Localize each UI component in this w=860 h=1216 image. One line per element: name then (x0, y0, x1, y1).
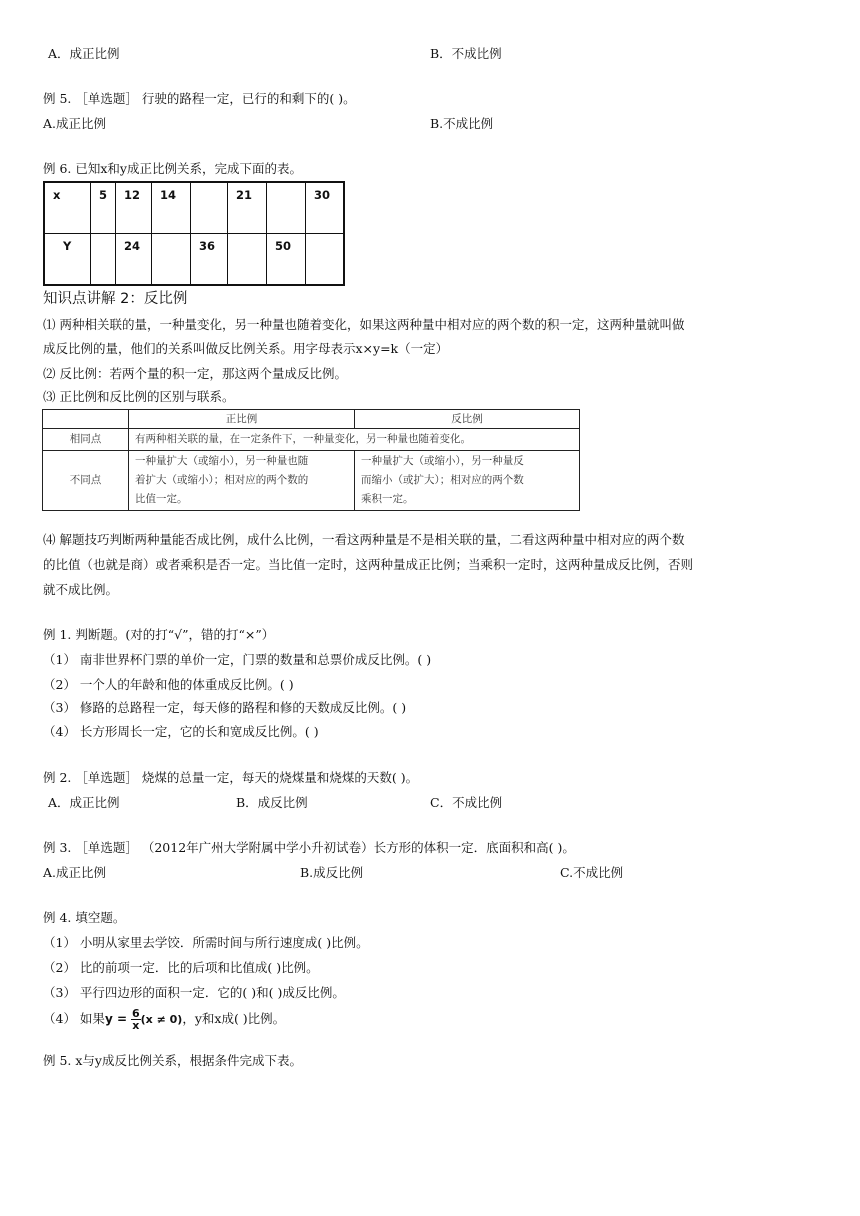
table-cell: 24 (116, 234, 152, 286)
table-cell (228, 234, 267, 286)
diff-label: 不同点 (43, 451, 129, 511)
paragraph: ⑷ 解题技巧判断两种量能否成比例，成什么比例，一看这两种量是不是相关联的量，二看这两种量中相对应的两个数 (43, 532, 685, 547)
list-item: （2） 比的前项一定．比的后项和比值成( )比例。 (43, 960, 319, 975)
table-cell: x (44, 182, 91, 234)
table-cell: Y (44, 234, 91, 286)
paragraph: ⑵ 反比例：若两个量的积一定，那这两个量成反比例。 (43, 366, 347, 381)
table-cell: 36 (191, 234, 228, 286)
cell-line: 而缩小（或扩大）；相对应的两个数 (361, 474, 524, 486)
table-row (43, 451, 580, 511)
question-stem: 例 2. ［单选题］ 烧煤的总量一定，每天的烧煤量和烧煤的天数( )。 (43, 770, 419, 785)
question-stem: 例 1. 判断题。(对的打“√”，错的打“×”） (43, 627, 275, 642)
table-row (43, 410, 580, 429)
table-row-y (44, 234, 344, 286)
table-cell: 21 (228, 182, 267, 234)
table-cell (91, 234, 116, 286)
cell-line: 着扩大（或缩小）；相对应的两个数的 (135, 474, 309, 486)
item-prefix: （4） 如果 (43, 1011, 105, 1026)
table-cell (152, 234, 191, 286)
table-row (43, 429, 580, 451)
diff-fan (355, 451, 580, 511)
same-label: 相同点 (43, 429, 129, 451)
option-a: A.成正比例 (43, 116, 107, 131)
table-cell (267, 182, 306, 234)
table-cell: 5 (91, 182, 116, 234)
cell-line: 一种量扩大（或缩小），另一种量也随 (135, 455, 309, 467)
fraction-denominator: x (132, 1019, 140, 1032)
table-cell: 14 (152, 182, 191, 234)
option-b: B．不成比例 (430, 46, 502, 61)
paragraph: ⑶ 正比例和反比例的区别与联系。 (43, 389, 235, 404)
question-stem: 例 4. 填空题。 (43, 910, 126, 925)
diff-zheng (129, 451, 355, 511)
proportion-table (43, 181, 345, 286)
list-item: （1） 小明从家里去学饺．所需时间与所行速度成( )比例。 (43, 935, 369, 950)
comparison-table (42, 409, 580, 511)
table-header-fan: 反比例 (355, 410, 580, 429)
list-item: （4） 长方形周长一定，它的长和宽成反比例。( ) (43, 724, 319, 739)
option-a: A．成正比例 (48, 795, 120, 810)
table-cell (43, 410, 129, 429)
paragraph: 就不成比例。 (43, 582, 119, 597)
fraction-numerator: 6 (131, 1007, 140, 1020)
list-item: （1） 南非世界杯门票的单价一定，门票的数量和总票价成反比例。( ) (43, 652, 432, 667)
option-b: B.不成比例 (430, 116, 494, 131)
table-cell: 12 (116, 182, 152, 234)
question-stem: 例 5. x与y成反比例关系，根据条件完成下表。 (43, 1053, 302, 1068)
option-c: C.不成比例 (560, 865, 624, 880)
option-b: B.成反比例 (300, 865, 364, 880)
item-suffix: ，y和x成( )比例。 (182, 1011, 286, 1026)
cell-line: 乘积一定。 (361, 493, 414, 505)
list-item: （3） 修路的总路程一定，每天修的路程和修的天数成反比例。( ) (43, 700, 407, 715)
paragraph: 的比值（也就是商）或者乘积是否一定。当比值一定时，这两种量成正比例；当乘积一定时，这两种量成反比例，否则 (43, 557, 694, 572)
table-row-x (44, 182, 344, 234)
table-cell: 30 (306, 182, 345, 234)
formula-y: y = (104, 1012, 127, 1026)
option-b: B．成反比例 (236, 795, 308, 810)
paragraph: ⑴ 两种相关联的量，一种量变化，另一种量也随着变化，如果这两种量中相对应的两个数的积一定，这两种量就叫做 (43, 317, 685, 332)
table-cell (191, 182, 228, 234)
option-a: A.成正比例 (43, 865, 107, 880)
question-stem: 例 3. ［单选题］ （2012年广州大学附属中学小升初试卷）长方形的体积一定．底面积和高( )。 (43, 840, 575, 855)
table-header-zheng: 正比例 (129, 410, 355, 429)
list-item: （3） 平行四边形的面积一定．它的( )和( )成反比例。 (43, 985, 345, 1000)
cell-line: 一种量扩大（或缩小），另一种量反 (361, 455, 524, 467)
table-cell: 50 (267, 234, 306, 286)
formula-condition: (x ≠ 0) (140, 1013, 183, 1026)
same-text: 有两种相关联的量，在一定条件下，一种量变化，另一种量也随着变化。 (129, 429, 580, 451)
list-item (43, 1004, 285, 1035)
paragraph: 成反比例的量，他们的关系叫做反比例关系。用字母表示x×y=k（一定） (43, 341, 449, 356)
question-stem: 例 5. ［单选题］ 行驶的路程一定，已行的和剩下的( )。 (43, 91, 356, 106)
section-title: 知识点讲解 2：反比例 (43, 291, 188, 307)
option-c: C．不成比例 (430, 795, 503, 810)
fraction (131, 1008, 141, 1031)
question-stem: 例 6. 已知x和y成正比例关系，完成下面的表。 (43, 161, 302, 176)
table-cell (306, 234, 345, 286)
list-item: （2） 一个人的年龄和他的体重成反比例。( ) (43, 677, 294, 692)
option-a: A．成正比例 (48, 46, 120, 61)
cell-line: 比值一定。 (135, 493, 188, 505)
